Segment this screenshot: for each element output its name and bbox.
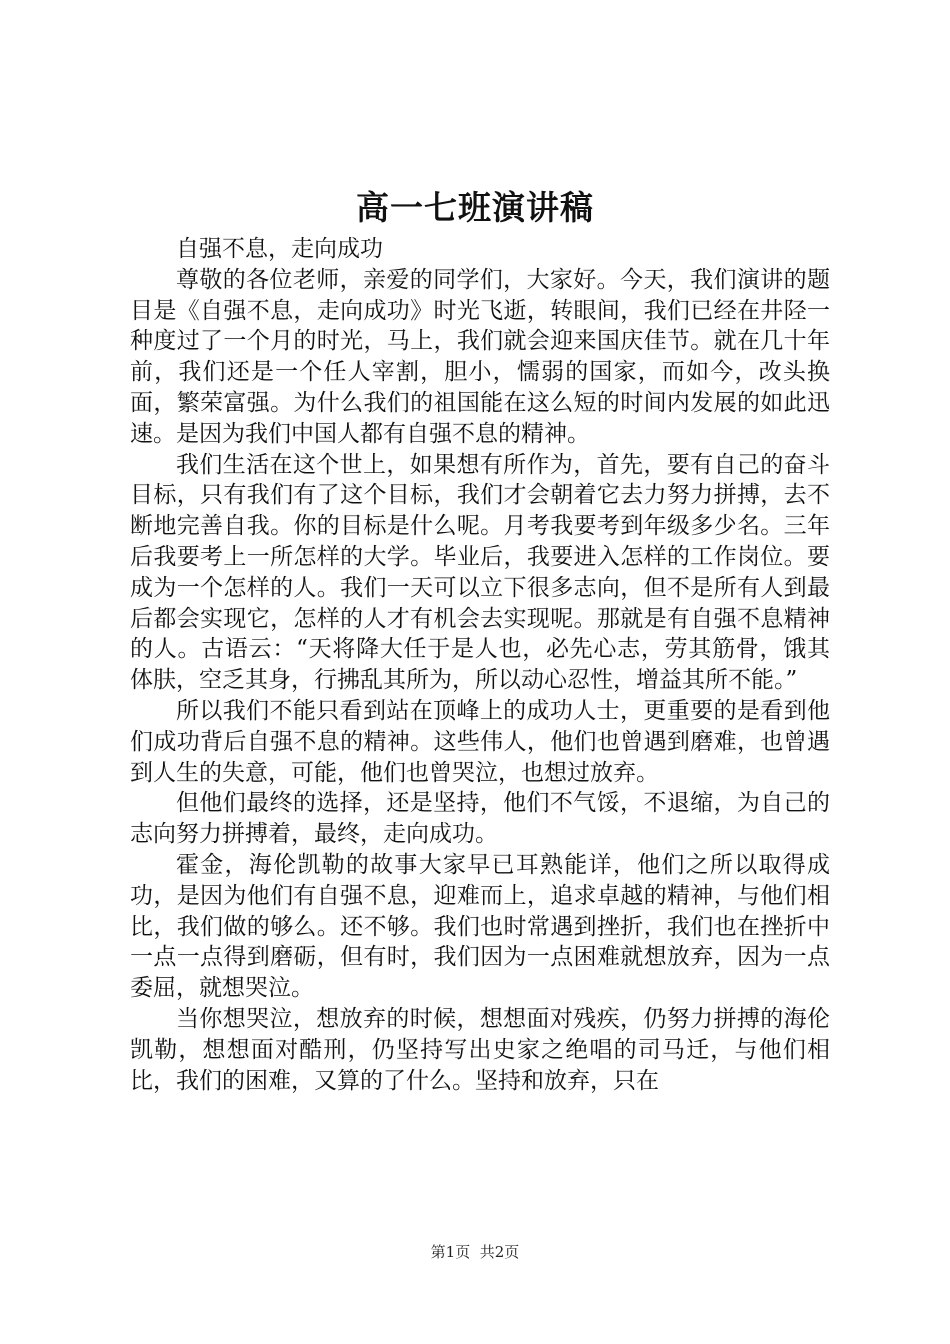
paragraph: 我们生活在这个世上，如果想有所作为，首先，要有自己的奋斗目标，只有我们有了这个目标，我们才会朝着它去力努力拼搏，去不断地完善自我。你的目标是什么呢。月考我要考到年级多少名。三年后我要考上一所怎样的大学。毕业后，我要进入怎样的工作岗位。要成为一个怎样的人。我们一天可以立下很多志向，但不是所有人到最后都会实现它，怎样的人才有机会去实现呢。那就是有自强不息精神的人。古语云：“天将降大任于是人也，必先心志，劳其筋骨，饿其体肤，空乏其身，行拂乱其所为，所以动心忍性，增益其所不能。”: [130, 451, 830, 694]
paragraph: 霍金，海伦凯勒的故事大家早已耳熟能详，他们之所以取得成功，是因为他们有自强不息，迎难而上，追求卓越的精神，与他们相比，我们做的够么。还不够。我们也时常遇到挫折，我们也在挫折中一点一点得到磨砺，但有时，我们因为一点困难就想放弃，因为一点委屈，就想哭泣。: [130, 851, 830, 1002]
page-footer: [0, 1242, 950, 1262]
page-total: 共2页: [479, 1243, 520, 1261]
paragraph: 当你想哭泣，想放弃的时候，想想面对残疾，仍努力拼搏的海伦凯勒，想想面对酷刑，仍坚持写出史家之绝唱的司马迁，与他们相比，我们的困难，又算的了什么。坚持和放弃，只在: [130, 1005, 830, 1094]
paragraph: 尊敬的各位老师，亲爱的同学们，大家好。今天，我们演讲的题目是《自强不息，走向成功》时光飞逝，转眼间，我们已经在井陉一种度过了一个月的时光，马上，我们就会迎来国庆佳节。就在几十年前，我们还是一个任人宰割，胆小，懦弱的国家，而如今，改头换面，繁荣富强。为什么我们的祖国能在这么短的时间内发展的如此迅速。是因为我们中国人都有自强不息的精神。: [130, 266, 830, 447]
paragraph-subtitle: 自强不息，走向成功: [176, 236, 383, 262]
page-number: 第1页: [430, 1243, 471, 1261]
document-title: 高一七班演讲稿: [356, 188, 594, 227]
paragraph: 但他们最终的选择，还是坚持，他们不气馁，不退缩，为自己的志向努力拼搏着，最终，走向成功。: [130, 790, 830, 848]
document-body: [130, 234, 830, 1096]
paragraph: 所以我们不能只看到站在顶峰上的成功人士，更重要的是看到他们成功背后自强不息的精神。这些伟人，他们也曾遇到磨难，也曾遇到人生的失意，可能，他们也曾哭泣，也想过放弃。: [130, 697, 830, 786]
